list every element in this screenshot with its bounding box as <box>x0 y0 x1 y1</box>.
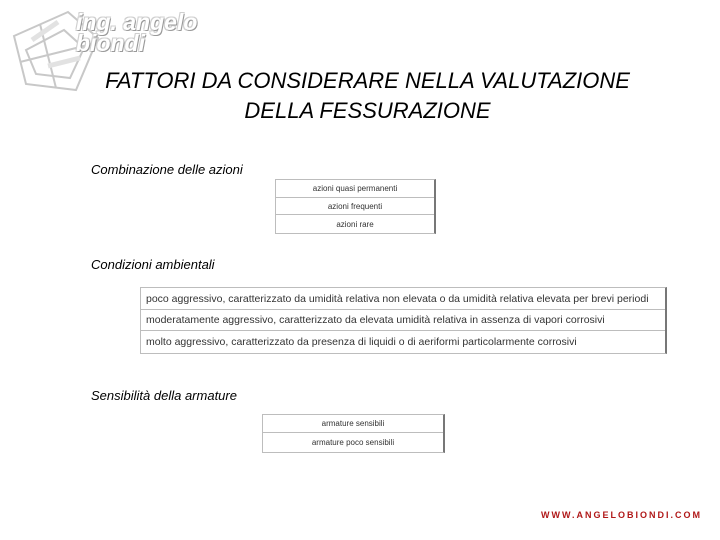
section-label-sensibilita: Sensibilità della armature <box>91 388 237 403</box>
table-row: armature poco sensibili <box>311 438 395 447</box>
table-row: moderatamente aggressivo, caratterizzato da elevata umidità relativa in assenza di vapori corrosivi <box>141 310 665 331</box>
table-ambientali <box>140 287 667 354</box>
table-row: molto aggressivo, caratterizzato da presenza di liquidi o di aeriformi particolarmente corrosivi <box>146 336 577 348</box>
table-combinazione <box>275 179 436 234</box>
table-row: poco aggressivo, caratterizzato da umidità relativa non elevata o da umidità relativa elevata per brevi periodi <box>141 288 665 310</box>
table-row: azioni quasi permanenti <box>276 180 434 198</box>
table-row: azioni rare <box>336 219 374 229</box>
table-sensibilita <box>262 414 445 453</box>
website-url: WWW.ANGELOBIONDI.COM <box>541 510 702 520</box>
table-row: armature sensibili <box>263 415 443 433</box>
section-label-ambientali: Condizioni ambientali <box>91 257 215 272</box>
logo-text: ing. angelo biondi <box>76 9 198 56</box>
section-label-combinazione: Combinazione delle azioni <box>91 162 243 177</box>
page-title: FATTORI DA CONSIDERARE NELLA VALUTAZIONE DELLA FESSURAZIONE <box>105 68 630 123</box>
table-row: azioni frequenti <box>276 198 434 215</box>
